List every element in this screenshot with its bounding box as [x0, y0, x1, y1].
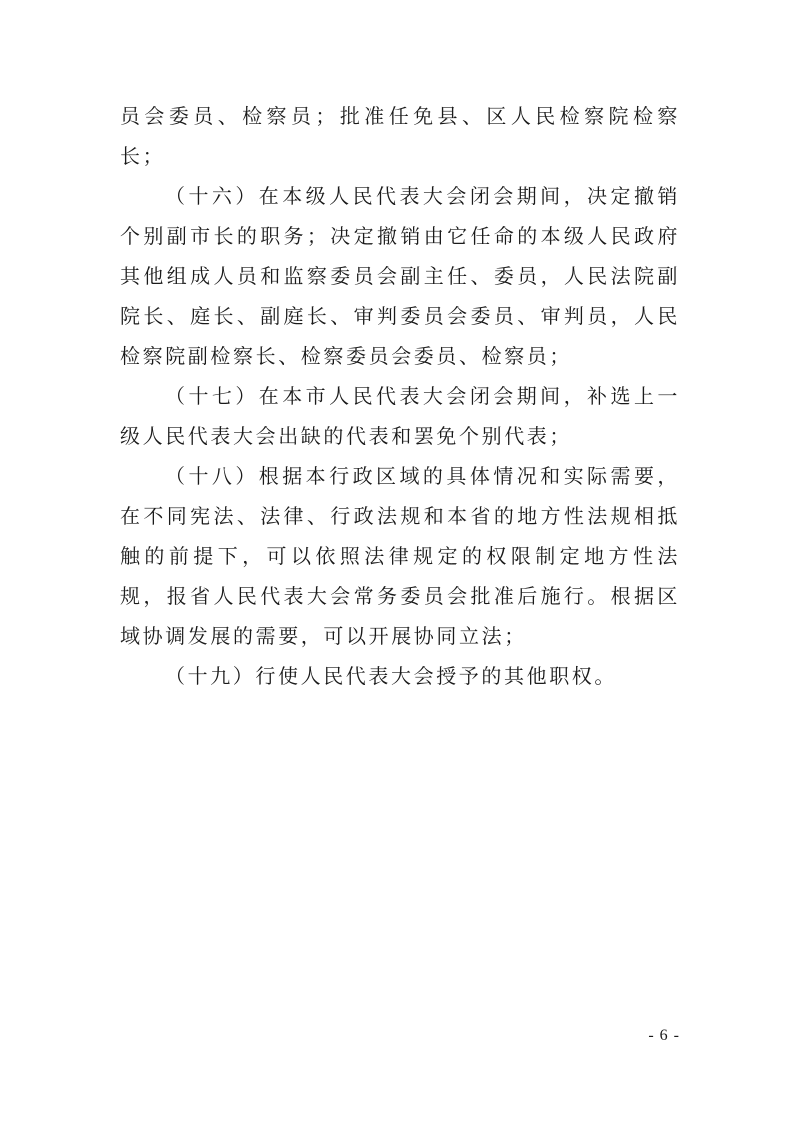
paragraph-item-19: （十九）行使人民代表大会授予的其他职权。	[165, 664, 617, 688]
page-number: - 6 -	[648, 1027, 680, 1044]
paragraph-continuation: 员会委员、检察员；批准任免县、区人民检察院检察长；	[120, 104, 680, 168]
paragraph-item-17: （十七）在本市人民代表大会闭会期间，补选上一级人民代表大会出缺的代表和罢免个别代表；	[120, 384, 680, 448]
paragraph-item-16: （十六）在本级人民代表大会闭会期间，决定撤销个别副市长的职务；决定撤销由它任命的本级人民政府其他组成人员和监察委员会副主任、委员，人民法院副院长、庭长、副庭长、审判委员会委员、审判员，人民检察院副检察长、检察委员会委员、检察员；	[120, 184, 680, 368]
paragraph-item-18: （十八）根据本行政区域的具体情况和实际需要，在不同宪法、法律、行政法规和本省的地方性法规相抵触的前提下，可以依照法律规定的权限制定地方性法规，报省人民代表大会常务委员会批准后施行。根据区域协调发展的需要，可以开展协同立法；	[120, 464, 680, 648]
document-body	[120, 96, 680, 696]
